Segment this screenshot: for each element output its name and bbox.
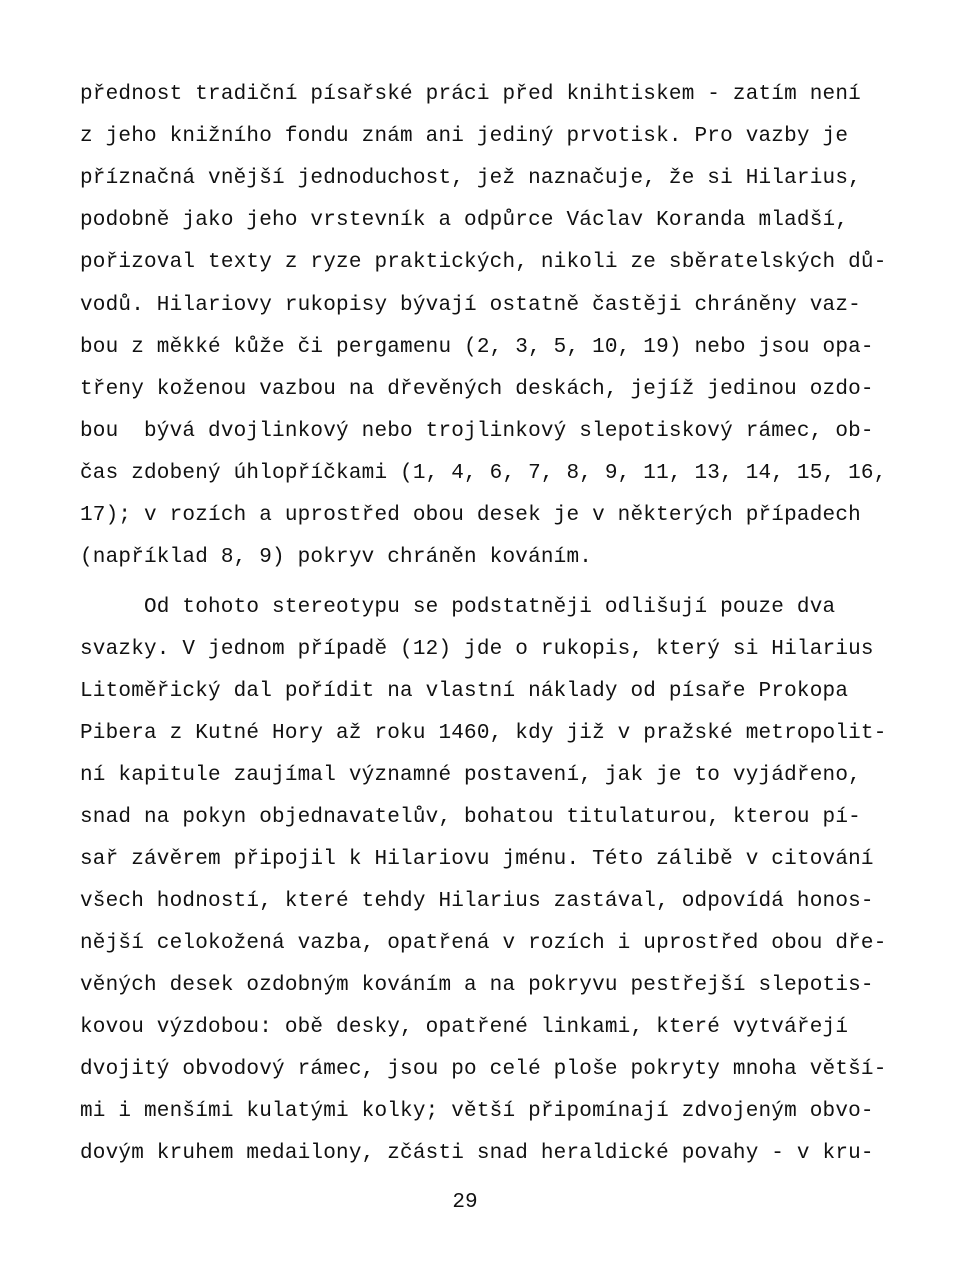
text-line: bou bývá dvojlinkový nebo trojlinkový slepotiskový rámec, ob- [80,420,874,443]
text-line: věných desek ozdobným kováním a na pokryvu pestřejší slepotis- [80,974,874,997]
page-number: 29 [452,1191,478,1214]
text-line: čas zdobený úhlopříčkami (1, 4, 6, 7, 8, 9, 11, 13, 14, 15, 16, [80,462,887,485]
text-line: vodů. Hilariovy rukopisy bývají ostatně častěji chráněny vaz- [80,294,861,317]
text-line: třeny koženou vazbou na dřevěných deskách, jejíž jedinou ozdo- [80,378,874,401]
text-line: snad na pokyn objednavatelův, bohatou titulaturou, kterou pí- [80,806,861,829]
text-line: sař závěrem připojil k Hilariovu jménu. Této zálibě v citování [80,848,874,871]
text-line: dvojitý obvodový rámec, jsou po celé ploše pokryty mnoha větší- [80,1058,887,1081]
text-line: z jeho knižního fondu znám ani jediný prvotisk. Pro vazby je [80,125,849,148]
text-line: Litoměřický dal pořídit na vlastní náklady od písaře Prokopa [80,680,849,703]
text-line: nější celokožená vazba, opatřená v rozích i uprostřed obou dře- [80,932,887,955]
text-line: dovým kruhem medailony, zčásti snad heraldické povahy - v kru- [80,1142,874,1165]
text-line: svazky. V jednom případě (12) jde o rukopis, který si Hilarius [80,638,874,661]
text-line: Od tohoto stereotypu se podstatněji odlišují pouze dva [144,596,836,619]
text-line: podobně jako jeho vrstevník a odpůrce Václav Koranda mladší, [80,209,849,232]
text-line: kovou výzdobou: obě desky, opatřené linkami, které vytvářejí [80,1016,849,1039]
text-line: (například 8, 9) pokryv chráněn kováním. [80,546,593,569]
text-line: pořizoval texty z ryze praktických, nikoli ze sběratelských dů- [80,251,887,274]
text-line: mi i menšími kulatými kolky; větší připomínají zdvojeným obvo- [80,1100,874,1123]
text-line: Pibera z Kutné Hory až roku 1460, kdy již v pražské metropolit- [80,722,887,745]
text-line: příznačná vnější jednoduchost, jež naznačuje, že si Hilarius, [80,167,861,190]
text-line: bou z měkké kůže či pergamenu (2, 3, 5, 10, 19) nebo jsou opa- [80,336,874,359]
text-line: přednost tradiční písařské práci před knihtiskem - zatím není [80,83,861,106]
text-line: všech hodností, které tehdy Hilarius zastával, odpovídá honos- [80,890,874,913]
text-line: ní kapitule zaujímal významné postavení, jak je to vyjádřeno, [80,764,861,787]
text-line: 17); v rozích a uprostřed obou desek je v některých případech [80,504,861,527]
